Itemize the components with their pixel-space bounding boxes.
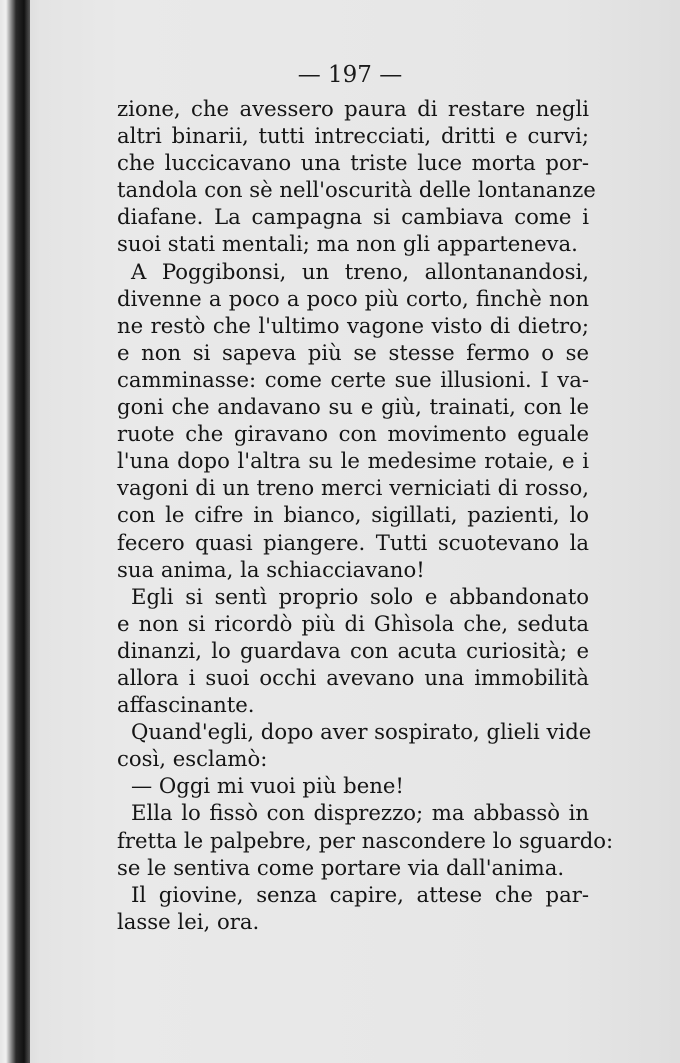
text-line: se le sentiva come portare via dall'anima. xyxy=(117,854,565,880)
text-line: che luccicavano una triste luce morta por- xyxy=(117,150,589,176)
text-line: e non si ricordò più di Ghìsola che, seduta xyxy=(117,610,589,636)
text-line: e non si sapeva più se stesse fermo o se xyxy=(117,339,589,365)
text-line: suoi stati mentali; ma non gli apparteneva. xyxy=(117,231,578,257)
paragraph xyxy=(117,258,589,583)
text-line: allora i suoi occhi avevano una immobilità xyxy=(117,664,589,690)
text-line: Egli si sentì proprio solo e abbandonato xyxy=(131,583,589,609)
text-line: sua anima, la schiacciavano! xyxy=(117,556,425,582)
text-line: l'una dopo l'altra su le medesime rotaie, e i xyxy=(117,448,589,474)
text-line: dinanzi, lo guardava con acuta curiosità; e xyxy=(117,637,589,663)
text-line: divenne a poco a poco più corto, finchè non xyxy=(117,285,589,311)
text-line: diafane. La campagna si cambiava come i xyxy=(117,204,589,230)
text-line: fecero quasi piangere. Tutti scuotevano la xyxy=(117,529,589,555)
paragraph xyxy=(117,881,589,935)
body-text xyxy=(117,95,614,935)
page-number: — 197 — xyxy=(297,62,403,88)
text-line: ne restò che l'ultimo vagone visto di dietro; xyxy=(117,312,589,338)
text-line: goni che andavano su e giù, trainati, con le xyxy=(117,394,589,420)
text-line: vagoni di un treno merci verniciati di rosso, xyxy=(117,475,589,501)
text-line: tandola con sè nell'oscurità delle lontananze xyxy=(117,177,596,203)
text-line: lasse lei, ora. xyxy=(117,908,260,934)
text-line: Quand'egli, dopo aver sospirato, glieli vide xyxy=(131,719,592,745)
text-line: fretta le palpebre, per nascondere lo sguardo: xyxy=(117,827,614,853)
paragraph xyxy=(117,95,596,258)
text-line: — Oggi mi vuoi più bene! xyxy=(131,773,404,799)
text-line: così, esclamò: xyxy=(117,746,268,772)
text-line: camminasse: come certe sue illusioni. I va- xyxy=(117,366,589,392)
paragraph xyxy=(117,799,614,880)
text-line: affascinante. xyxy=(117,692,255,718)
paragraph xyxy=(117,772,589,799)
paragraph xyxy=(117,718,592,772)
book-spine-edge xyxy=(0,0,30,1063)
text-line: Il giovine, senza capire, attese che par- xyxy=(131,881,589,907)
text-line: con le cifre in bianco, sigillati, pazienti, lo xyxy=(117,502,589,528)
text-line: Ella lo fissò con disprezzo; ma abbassò in xyxy=(131,800,589,826)
text-line: ruote che giravano con movimento eguale xyxy=(117,421,589,447)
text-line: A Poggibonsi, un treno, allontanandosi, xyxy=(131,258,589,284)
text-line: zione, che avessero paura di restare negli xyxy=(117,96,589,121)
text-line: altri binarii, tutti intrecciati, dritti e curvi; xyxy=(117,123,589,149)
paragraph xyxy=(117,583,589,718)
